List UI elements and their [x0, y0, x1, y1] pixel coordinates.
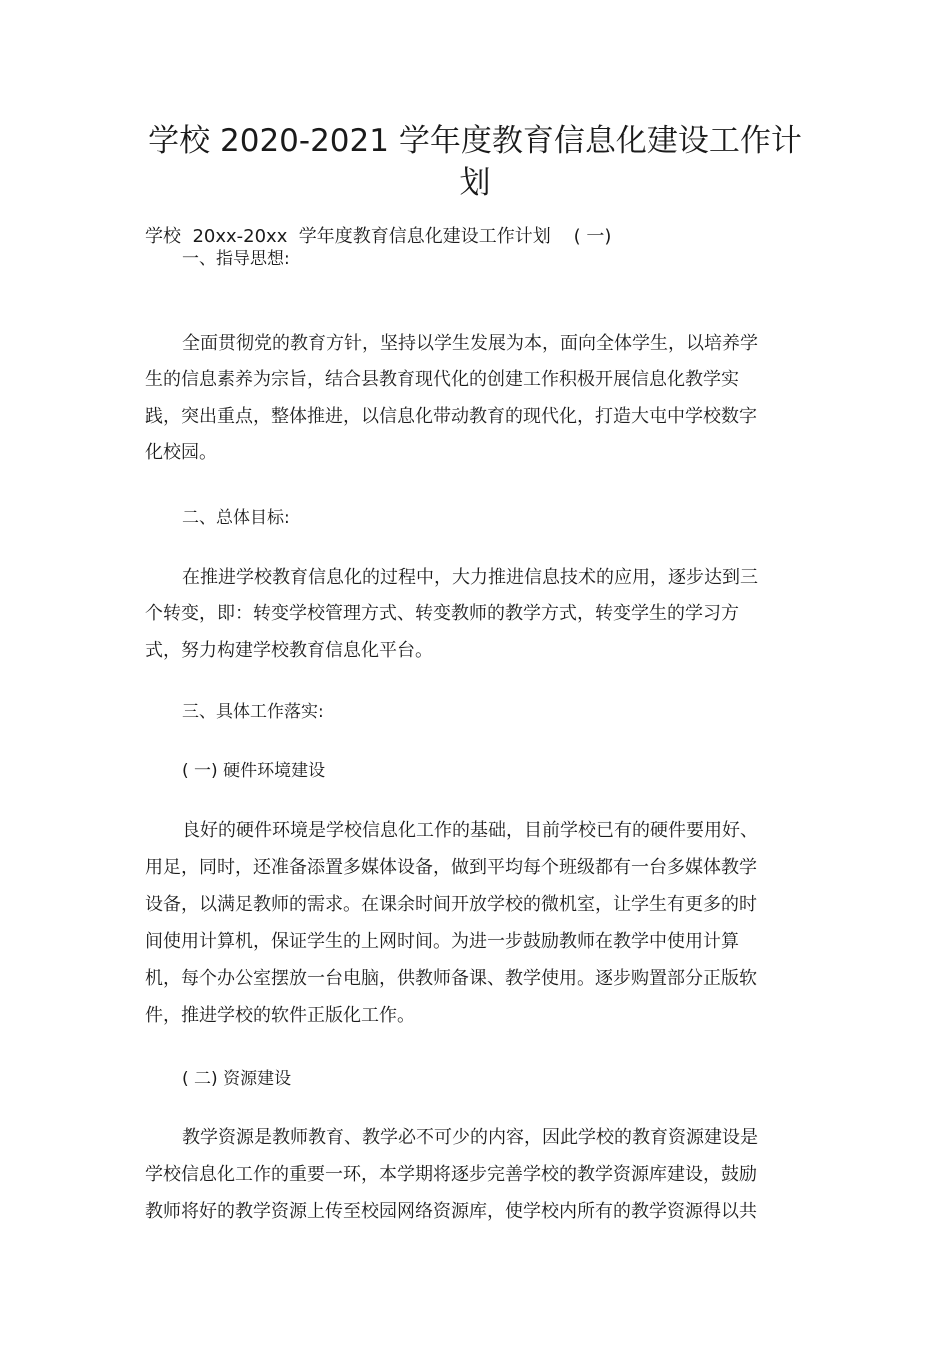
- section-heading-guiding-ideology: 一、指导思想:: [182, 249, 290, 269]
- paragraph-line: 化校园。: [145, 442, 217, 463]
- paragraph-line: 件，推进学校的软件正版化工作。: [145, 1005, 415, 1026]
- section-heading-implementation: 三、具体工作落实:: [182, 702, 324, 722]
- paragraph-line: 教师将好的教学资源上传至校园网络资源库，使学校内所有的教学资源得以共: [145, 1201, 757, 1222]
- section-heading-overall-goal: 二、总体目标:: [182, 508, 290, 528]
- paragraph-line: 式，努力构建学校教育信息化平台。: [145, 640, 433, 661]
- paragraph-line: 教学资源是教师教育、教学必不可少的内容，因此学校的教育资源建设是: [182, 1127, 758, 1148]
- paragraph-line: 学校信息化工作的重要一环，本学期将逐步完善学校的教学资源库建设，鼓励: [145, 1164, 757, 1185]
- paragraph-line: 用足，同时，还准备添置多媒体设备，做到平均每个班级都有一台多媒体教学: [145, 857, 757, 878]
- document-title-line-2: 划: [459, 165, 491, 201]
- subsection-heading-hardware: ( 一) 硬件环境建设: [182, 761, 326, 781]
- paragraph-line: 设备，以满足教师的需求。在课余时间开放学校的微机室，让学生有更多的时: [145, 894, 757, 915]
- paragraph-line: 在推进学校教育信息化的过程中，大力推进信息技术的应用，逐步达到三: [182, 567, 758, 588]
- paragraph-line: 生的信息素养为宗旨，结合县教育现代化的创建工作积极开展信息化教学实: [145, 369, 739, 390]
- paragraph-line: 个转变，即：转变学校管理方式、转变教师的教学方式，转变学生的学习方: [145, 603, 739, 624]
- paragraph-line: 践，突出重点，整体推进，以信息化带动教育的现代化，打造大屯中学校数字: [145, 406, 757, 427]
- document-title-line-1: 学校 2020-2021 学年度教育信息化建设工作计: [148, 123, 802, 159]
- paragraph-line: 全面贯彻党的教育方针，坚持以学生发展为本，面向全体学生，以培养学: [182, 333, 758, 354]
- paragraph-line: 机，每个办公室摆放一台电脑，供教师备课、教学使用。逐步购置部分正版软: [145, 968, 757, 989]
- document-subtitle: 学校 20xx-20xx 学年度教育信息化建设工作计划 ( 一): [145, 226, 612, 247]
- subsection-heading-resources: ( 二) 资源建设: [182, 1069, 292, 1089]
- paragraph-line: 间使用计算机，保证学生的上网时间。为进一步鼓励教师在教学中使用计算: [145, 931, 739, 952]
- paragraph-line: 良好的硬件环境是学校信息化工作的基础，目前学校已有的硬件要用好、: [182, 820, 758, 841]
